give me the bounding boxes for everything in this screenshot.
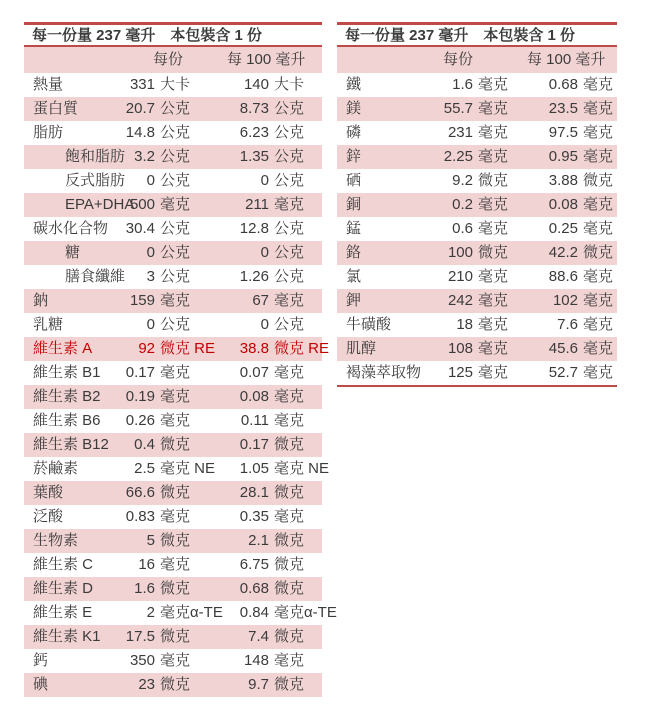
per-100ml-value: 0.68 [239,580,269,597]
per-serving-unit: 毫克 [160,388,191,405]
per-serving-value: 14.8 [125,124,155,141]
per-100ml-value: 23.5 [548,100,578,117]
table-row [24,385,322,409]
per-100ml-unit: 毫克 [583,76,614,93]
per-serving-unit: 毫克 [160,412,191,429]
per-serving-value: 0.26 [125,412,155,429]
per-100ml-value: 97.5 [548,124,578,141]
per-100ml-value: 88.6 [548,268,578,285]
table-row [24,169,322,193]
per-100ml-value: 140 [243,76,269,93]
nutrient-label: 氯 [346,268,362,285]
per-serving-value: 0.2 [452,196,473,213]
per-100ml-unit: 毫克 [274,388,305,405]
per-serving-value: 331 [129,76,155,93]
per-100ml-value: 211 [245,196,269,213]
per-100ml-unit: 毫克 [583,196,614,213]
per-serving-unit: 大卡 [160,76,191,93]
per-100ml-value: 0.68 [548,76,578,93]
per-100ml-unit: 微克 [583,244,614,261]
per-serving-unit: 毫克 [160,508,191,525]
table-row [24,577,322,601]
per-serving-value: 9.2 [452,172,473,189]
per-serving-value: 0.4 [134,436,155,453]
per-serving-unit: 毫克 [160,292,191,309]
table-row [337,313,617,337]
per-100ml-value: 1.35 [239,148,269,165]
per-100ml-value: 7.4 [248,628,269,645]
per-100ml-value: 42.2 [548,244,578,261]
per-100ml-unit: 微克 RE [274,340,330,357]
per-serving-unit: 毫克 [478,340,509,357]
per-100ml-value: 6.23 [239,124,269,141]
nutrient-label: 葉酸 [33,484,64,501]
nutrient-label: 菸鹼素 [33,460,79,477]
per-100ml-unit: 公克 [274,148,305,165]
per-100ml-value: 3.88 [548,172,578,189]
per-serving-unit: 毫克 [478,268,509,285]
table-row [24,481,322,505]
per-100ml-unit: 微克 [274,436,305,453]
per-100ml-value: 0 [260,316,269,333]
nutrient-label: 生物素 [33,532,79,549]
per-serving-unit: 公克 [160,100,191,117]
per-100ml-unit: 毫克α-TE [274,604,337,621]
per-serving-value: 0.6 [452,220,473,237]
table-row [337,97,617,121]
table-row [24,73,322,97]
per-serving-unit: 公克 [160,124,191,141]
table-body [24,73,337,697]
per-serving-unit: 毫克 [160,196,191,213]
nutrient-label: 鈣 [33,652,49,669]
per-100ml-value: 0.95 [548,148,578,165]
table-row [24,241,322,265]
per-serving-value: 55.7 [443,100,473,117]
per-serving-unit: 公克 [160,268,191,285]
per-serving-unit: 微克 [478,172,509,189]
per-serving-value: 242 [447,292,473,309]
per-serving-unit: 公克 [160,148,191,165]
nutrient-label: 錳 [346,220,362,237]
per-serving-unit: 毫克 [478,364,509,381]
per-serving-unit: 微克 [160,436,191,453]
per-serving-unit: 公克 [160,220,191,237]
per-100ml-unit: 毫克 [274,196,305,213]
per-serving-unit: 微克 RE [160,340,216,357]
per-100ml-value: 0.25 [548,220,578,237]
per-serving-value: 100 [447,244,473,261]
column-header-row [337,47,617,73]
column-header-row [24,47,322,73]
per-100ml-unit: 微克 [274,532,305,549]
nutrient-label: 脂肪 [33,124,64,141]
per-serving-unit: 微克 [160,676,191,693]
per-100ml-unit: 毫克 [274,412,305,429]
per-100ml-unit: 毫克 [583,220,614,237]
nutrient-label: 肌醇 [346,340,377,357]
nutrient-label: 磷 [346,124,362,141]
per-serving-unit: 微克 [160,484,191,501]
per-serving-unit: 毫克 [478,100,509,117]
per-100ml-unit: 微克 [274,484,305,501]
per-100ml-unit: 微克 [274,556,305,573]
nutrient-label: 維生素 B2 [33,388,101,405]
table-row [24,121,322,145]
nutrient-label: 膳食纖維 [65,268,126,285]
per-serving-value: 66.6 [125,484,155,501]
nutrient-label: 褐藻萃取物 [346,364,422,381]
per-serving-unit: 微克 [160,532,191,549]
per-serving-unit: 毫克 [478,316,509,333]
per-serving-value: 18 [456,316,473,333]
nutrient-label: 蛋白質 [33,100,79,117]
nutrient-label: 硒 [346,172,362,189]
per-serving-value: 30.4 [125,220,155,237]
nutrient-label: 糖 [65,244,81,261]
per-100ml-unit: 毫克 [583,100,614,117]
nutrient-label: 反式脂肪 [65,172,126,189]
per-serving-value: 500 [129,196,155,213]
per-serving-value: 1.6 [452,76,473,93]
per-100ml-unit: 毫克 [583,268,614,285]
per-100ml-value: 28.1 [239,484,269,501]
per-100ml-unit: 毫克 [583,292,614,309]
per-100ml-value: 67 [252,292,269,309]
per-serving-value: 23 [138,676,155,693]
table-row [24,505,322,529]
per-100ml-value: 9.7 [248,676,269,693]
per-100ml-unit: 公克 [274,244,305,261]
per-serving-unit: 公克 [160,316,191,333]
per-serving-value: 16 [138,556,155,573]
per-100ml-value: 0.08 [548,196,578,213]
per-serving-unit: 毫克 [478,196,509,213]
nutrient-label: 乳糖 [33,316,64,333]
table-row [24,529,322,553]
nutrient-label: 維生素 C [33,556,94,573]
per-100ml-unit: 毫克 [583,364,614,381]
per-100ml-unit: 毫克 [583,316,614,333]
per-100ml-value: 1.26 [239,268,269,285]
nutrient-label: 維生素 K1 [33,628,101,645]
table-row [337,265,617,289]
per-100ml-value: 7.6 [557,316,578,333]
per-100ml-unit: 公克 [274,220,305,237]
nutrient-label: 牛磺酸 [346,316,392,333]
per-100ml-value: 0.08 [239,388,269,405]
per-serving-value: 159 [129,292,155,309]
table-row [24,409,322,433]
table-row [337,289,617,313]
per-100ml-unit: 毫克 [583,340,614,357]
per-100ml-value: 12.8 [239,220,269,237]
table-row [24,193,322,217]
table-row [337,193,617,217]
per-serving-unit: 公克 [160,172,191,189]
per-serving-value: 20.7 [125,100,155,117]
col-header-per-100ml: 每 100 毫升 [527,51,606,68]
nutrient-label: 鋅 [346,148,362,165]
serving-size-title: 每一份量 237 毫升 本包裝含 1 份 [24,25,322,47]
per-100ml-value: 102 [552,292,578,309]
per-100ml-unit: 毫克 [274,292,305,309]
table-row [24,601,337,625]
nutrition-table-left [24,22,337,697]
per-serving-unit: 毫克 [478,76,509,93]
per-serving-value: 17.5 [125,628,155,645]
per-serving-unit: 毫克 [160,556,191,573]
per-100ml-unit: 毫克 [274,364,305,381]
per-100ml-value: 2.1 [248,532,269,549]
per-serving-value: 2.25 [443,148,473,165]
per-100ml-value: 0.35 [239,508,269,525]
nutrient-label: 碘 [33,676,49,693]
per-serving-value: 210 [447,268,473,285]
nutrient-label: 碳水化合物 [33,220,109,237]
nutrient-label: 維生素 A [33,340,93,357]
table-row [24,649,322,673]
nutrient-label: 維生素 D [33,580,94,597]
table-row [337,217,617,241]
per-serving-unit: 毫克 [160,652,191,669]
per-serving-unit: 毫克α-TE [160,604,223,621]
per-serving-value: 5 [146,532,155,549]
per-serving-value: 1.6 [134,580,155,597]
table-row [24,313,322,337]
per-100ml-unit: 微克 [274,676,305,693]
per-100ml-unit: 公克 [274,172,305,189]
per-100ml-unit: 公克 [274,100,305,117]
per-100ml-unit: 公克 [274,124,305,141]
serving-size-title: 每一份量 237 毫升 本包裝含 1 份 [337,25,617,47]
per-serving-unit: 毫克 NE [160,460,216,477]
table-body [337,73,617,385]
per-serving-value: 2 [146,604,155,621]
per-100ml-value: 8.73 [239,100,269,117]
table-row [24,145,322,169]
nutrient-label: 維生素 B6 [33,412,101,429]
per-serving-unit: 毫克 [478,148,509,165]
per-100ml-value: 0.07 [239,364,269,381]
per-100ml-unit: 毫克 NE [274,460,330,477]
per-serving-unit: 微克 [478,244,509,261]
per-100ml-value: 0.17 [239,436,269,453]
per-100ml-value: 38.8 [239,340,269,357]
per-100ml-value: 0.84 [239,604,269,621]
table-row [24,433,322,457]
per-serving-unit: 公克 [160,244,191,261]
per-100ml-unit: 微克 [274,580,305,597]
per-100ml-value: 6.75 [239,556,269,573]
col-header-per-100ml: 每 100 毫升 [227,51,306,68]
per-serving-value: 3.2 [134,148,155,165]
per-serving-value: 0.17 [125,364,155,381]
per-serving-value: 0.83 [125,508,155,525]
col-header-per-serving: 每份 [443,51,474,68]
per-100ml-value: 0.11 [240,412,269,429]
table-row [337,73,617,97]
table-row [337,121,617,145]
nutrient-label: 飽和脂肪 [65,148,126,165]
nutrient-label: 鈉 [33,292,49,309]
per-100ml-value: 1.05 [239,460,269,477]
per-serving-unit: 毫克 [478,124,509,141]
nutrient-label: 熱量 [33,76,64,93]
per-serving-value: 231 [447,124,473,141]
per-serving-value: 0 [146,244,155,261]
table-row [337,337,617,361]
per-serving-value: 108 [447,340,473,357]
table-row [24,673,322,697]
nutrition-table-right [337,22,617,387]
per-100ml-value: 0 [260,172,269,189]
per-serving-value: 3 [146,268,155,285]
table-row [24,217,322,241]
per-100ml-value: 148 [243,652,269,669]
table-row [24,265,322,289]
per-serving-value: 92 [138,340,155,357]
per-serving-value: 0 [146,316,155,333]
table-row [24,553,322,577]
per-100ml-unit: 微克 [274,628,305,645]
table-row [24,457,330,481]
table-row [24,337,330,361]
per-100ml-value: 52.7 [548,364,578,381]
per-100ml-unit: 毫克 [274,652,305,669]
per-100ml-unit: 毫克 [583,148,614,165]
nutrient-label: 泛酸 [33,508,64,525]
per-serving-unit: 毫克 [478,292,509,309]
per-serving-unit: 微克 [160,628,191,645]
nutrient-label: 維生素 B1 [33,364,101,381]
per-serving-value: 0.19 [125,388,155,405]
table-row [337,169,617,193]
per-100ml-value: 45.6 [548,340,578,357]
nutrient-label: EPA+DHA [65,196,135,213]
table-row [24,361,322,385]
per-serving-unit: 毫克 [478,220,509,237]
table-row [337,241,617,265]
table-row [24,625,322,649]
table-row [24,97,322,121]
per-100ml-value: 0 [260,244,269,261]
nutrient-label: 鐵 [346,76,362,93]
nutrient-label: 維生素 B12 [33,436,109,453]
table-row [24,289,322,313]
per-100ml-unit: 毫克 [274,508,305,525]
per-serving-value: 0 [146,172,155,189]
per-serving-unit: 微克 [160,580,191,597]
table-row [337,145,617,169]
nutrient-label: 銅 [346,196,362,213]
nutrient-label: 鎂 [346,100,362,117]
per-100ml-unit: 公克 [274,268,305,285]
table-row [337,361,617,385]
nutrient-label: 維生素 E [33,604,93,621]
nutrient-label: 鉀 [346,292,362,309]
per-serving-value: 125 [447,364,473,381]
per-100ml-unit: 毫克 [583,124,614,141]
per-serving-value: 2.5 [134,460,155,477]
per-100ml-unit: 公克 [274,316,305,333]
per-100ml-unit: 大卡 [274,76,305,93]
per-serving-value: 350 [129,652,155,669]
nutrient-label: 鉻 [346,244,362,261]
per-serving-unit: 毫克 [160,364,191,381]
col-header-per-serving: 每份 [153,51,184,68]
per-100ml-unit: 微克 [583,172,614,189]
